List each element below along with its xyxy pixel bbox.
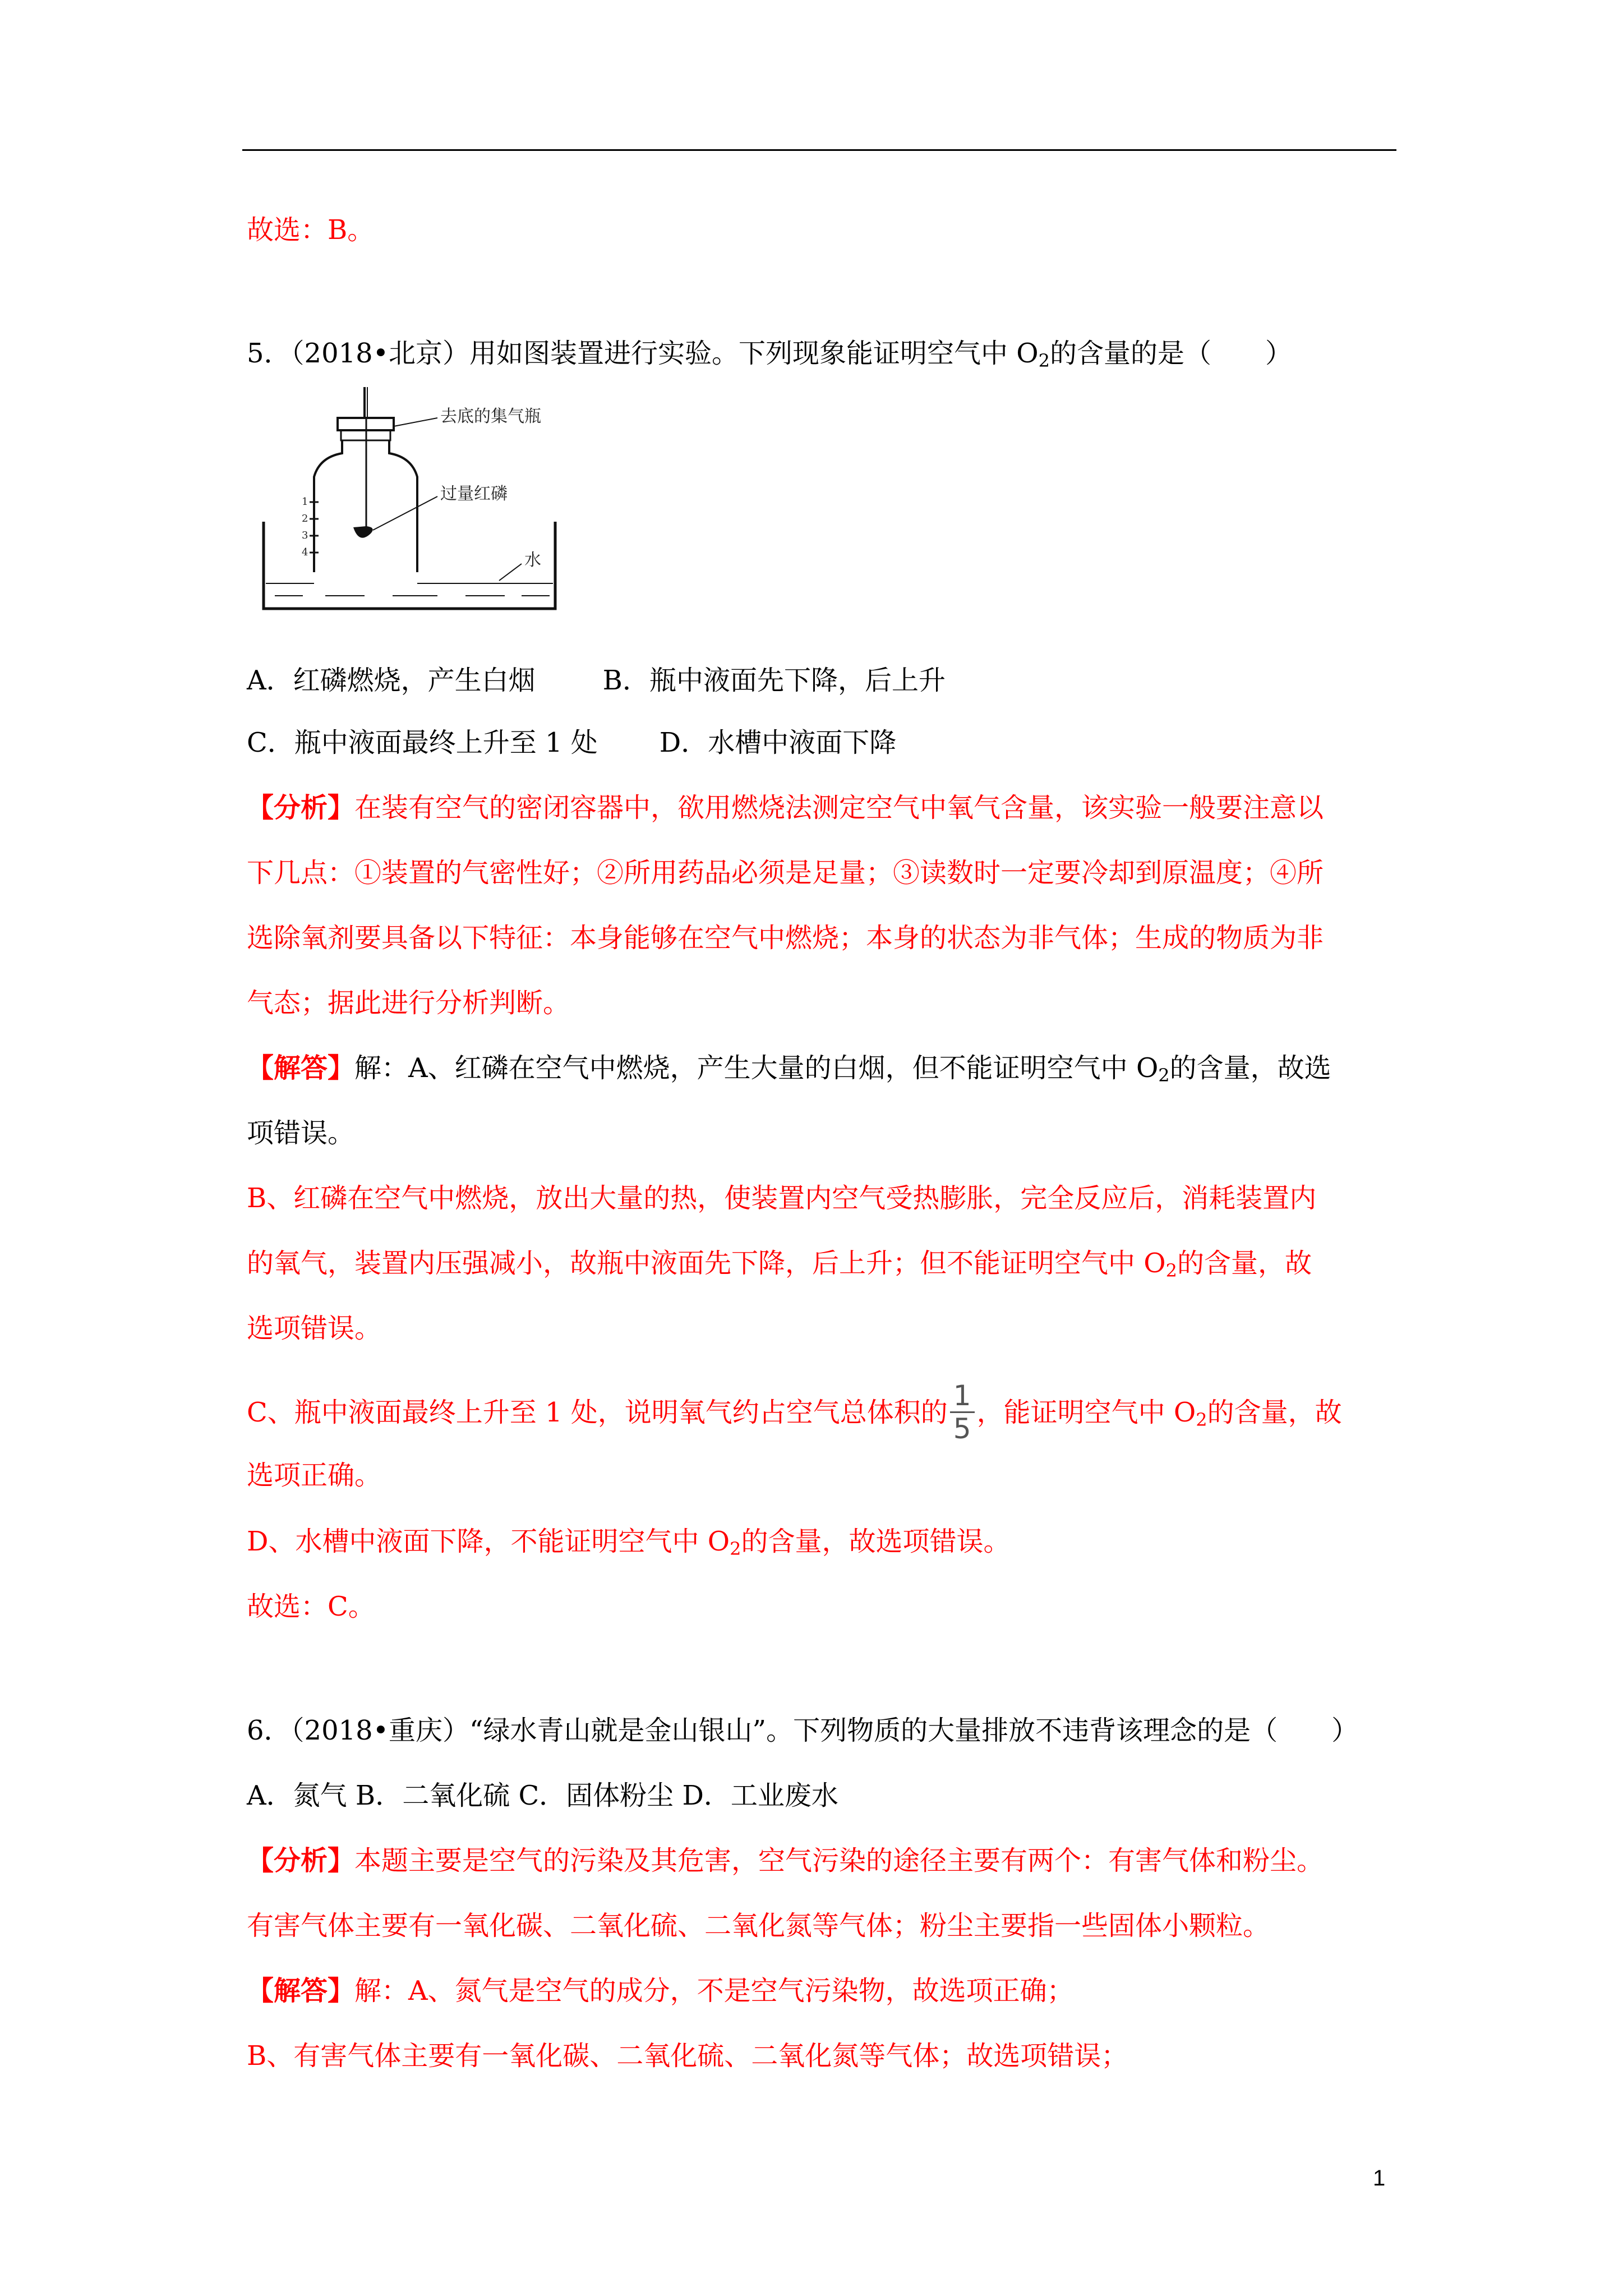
- q6-analysis-line2: 有害气体主要有一氧化碳、二氧化硫、二氧化氮等气体；粉尘主要指一些固体小颗粒。: [247, 1910, 1270, 1941]
- q5-analysis-line2: 下几点：①装置的气密性好；②所用药品必须是足量；③读数时一定要冷却到原温度；④所: [247, 857, 1324, 889]
- figure-label-jar: 去底的集气瓶: [440, 407, 541, 426]
- fraction-one-fifth: $\frac{1}{5}$: [950, 1380, 975, 1444]
- q5-answer: 故选：C。: [247, 1591, 375, 1622]
- page-number: 1: [1373, 2166, 1386, 2191]
- figure-label-phosphorus: 过量红磷: [440, 484, 508, 504]
- q5-options-row2: [247, 726, 896, 760]
- q5-analysis-line1: 【分析】在装有空气的密闭容器中，欲用燃烧法测定空气中氧气含量，该实验一般要注意以: [247, 792, 1324, 823]
- svg-text:2: 2: [302, 513, 308, 524]
- svg-text:3: 3: [302, 530, 308, 541]
- q5-analysis-line4: 气态；据此进行分析判断。: [247, 987, 570, 1019]
- q6-solution-b: B、有害气体主要有一氧化碳、二氧化硫、二氧化氮等气体；故选项错误；: [247, 2040, 1128, 2072]
- q5-option-b: B．瓶中液面先下降，后上升: [602, 665, 946, 696]
- q5-analysis-line3: 选除氧剂要具备以下特征：本身能够在空气中燃烧；本身的状态为非气体；生成的物质为非: [247, 922, 1324, 954]
- q6-solution-a: 【解答】解：A、氮气是空气的成分，不是空气污染物，故选项正确；: [247, 1975, 1074, 2007]
- q5-solution-a-line1: 【解答】解：A、红磷在空气中燃烧，产生大量的白烟，但不能证明空气中 $O_2$的含量，故选: [247, 1052, 1331, 1086]
- svg-text:1: 1: [302, 496, 308, 508]
- q6-stem: 6．（2018•重庆）“绿水青山就是金山银山”。下列物质的大量排放不违背该理念的是（ ）: [247, 1715, 1359, 1746]
- q5-solution-a-line2: 项错误。: [247, 1117, 355, 1149]
- q5-option-c: C．瓶中液面最终上升至 1 处: [247, 727, 598, 758]
- top-rule: [242, 149, 1396, 151]
- q5-solution-d-line: D、水槽中液面下降，不能证明空气中 $O_2$的含量，故选项错误。: [247, 1526, 1011, 1559]
- figure-label-water: 水: [524, 550, 541, 570]
- q5-option-a: A．红磷燃烧，产生白烟: [247, 665, 536, 696]
- q5-solution-b-line3: 选项错误。: [247, 1313, 382, 1344]
- q6-analysis-line1: 【分析】本题主要是空气的污染及其危害，空气污染的途径主要有两个：有害气体和粉尘。: [247, 1845, 1324, 1876]
- experiment-apparatus-figure: [252, 387, 572, 623]
- q5-solution-b-line2: 的氧气，装置内压强减小，故瓶中液面先下降，后上升；但不能证明空气中 $O_2$的含量，故: [247, 1248, 1312, 1281]
- q5-stem: 5．（2018•北京）用如图装置进行实验。下列现象能证明空气中 $O_2$的含量的是（ ）: [247, 338, 1292, 371]
- q5-option-d: D．水槽中液面下降: [659, 727, 897, 758]
- q6-options: A．氮气 B．二氧化硫 C．固体粉尘 D．工业废水: [247, 1780, 838, 1811]
- q5-solution-c-line2: 选项正确。: [247, 1460, 382, 1491]
- q5-solution-b-line1: B、红磷在空气中燃烧，放出大量的热，使装置内空气受热膨胀，完全反应后，消耗装置内: [247, 1182, 1317, 1214]
- svg-text:4: 4: [302, 546, 308, 558]
- q5-options-row1: [247, 664, 946, 697]
- prev-answer: 故选：B。: [247, 214, 375, 246]
- q5-solution-c-line1: C、瓶中液面最终上升至 1 处，说明氧气约占空气总体积的 $\frac{1}{5}$ ，能证明空气中 $O_2$的含量，故: [247, 1379, 1342, 1445]
